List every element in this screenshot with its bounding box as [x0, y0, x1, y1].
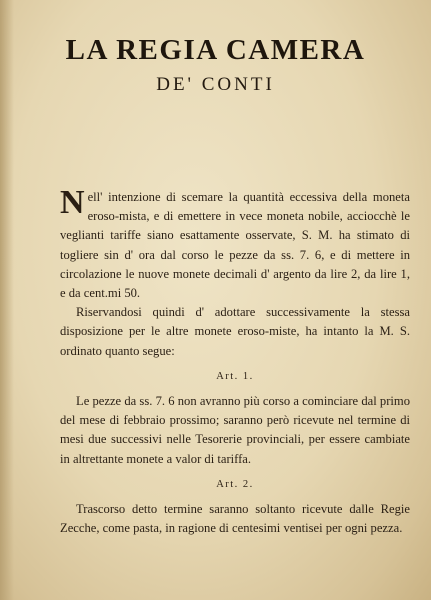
drop-cap: N: [60, 184, 85, 221]
article-text: Trascorso detto termine saranno soltanto ricevute dalle Regie Zecche, come pasta, in ragione di centesimi ventisei per ogni pezza.: [60, 502, 410, 536]
second-paragraph: Riservandosi quindi d' adottare successivamente la stessa disposizione per le altre monete eroso-miste, ha intanto la M. S. ordinato quanto segue:: [60, 305, 410, 358]
document-subtitle: DE' CONTI: [156, 74, 275, 95]
article-heading: Art. 2.: [216, 478, 254, 490]
article-heading: Art. 1.: [216, 370, 254, 382]
intro-paragraph: [60, 184, 410, 303]
document-title: LA REGIA CAMERA: [65, 34, 366, 66]
article-text: Le pezze da ss. 7. 6 non avranno più corso a cominciare dal primo del mese di febbraio prossimo; saranno però ricevute nel termine di mesi due successivi nelle Tesorerie provinciali, per essere cambiate in altrettante monete a valor di tariffa.: [60, 394, 410, 466]
intro-text: ell' intenzione di scemare la quantità eccessiva della moneta eroso-mista, e di emettere in vece moneta nobile, acciocchè le veglianti tariffe siano esattamente osservate, S. M. ha stimato di togliere sin d' ora dal corso le pezze da ss. 7. 6, e di mettere in circolazione le nuove monete decimali d' argento da lire 2, da lire 1, e da cent.mi 50.: [60, 190, 410, 301]
document-body: [60, 184, 410, 538]
